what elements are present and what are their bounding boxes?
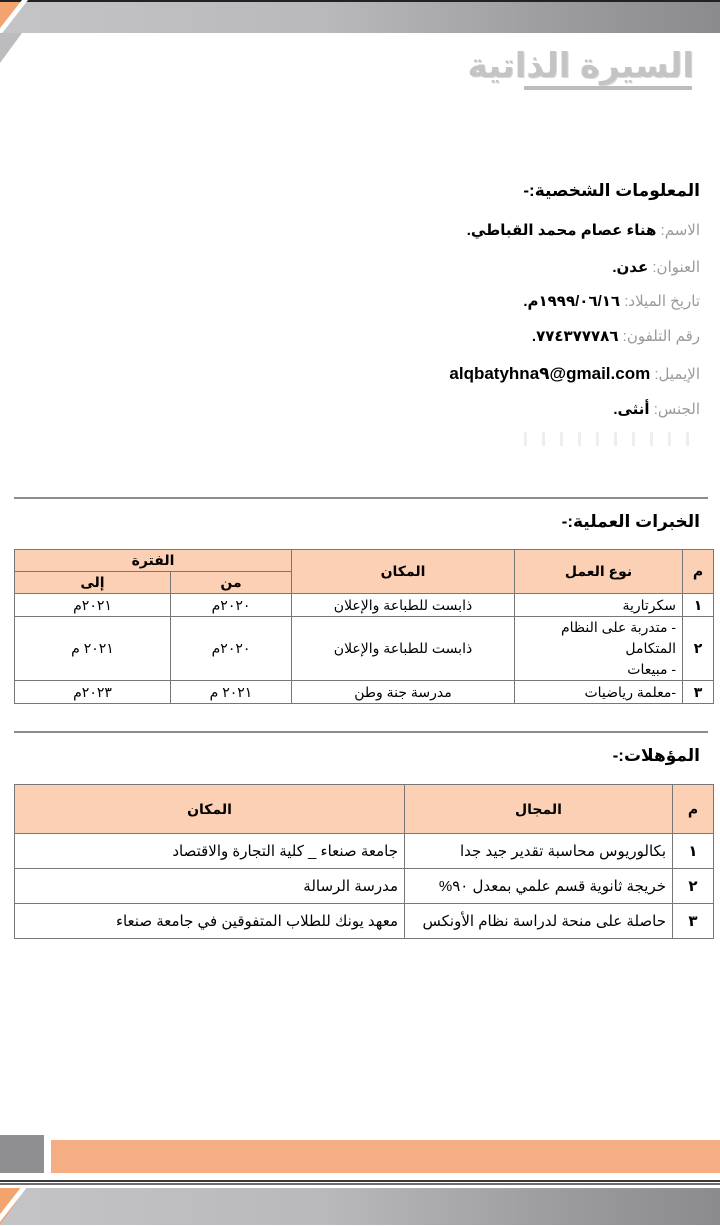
banner-side-wedge bbox=[0, 33, 22, 63]
cell-to: ٢٠٢٣م bbox=[15, 681, 171, 704]
experience-heading: الخبرات العملية:- bbox=[561, 512, 700, 531]
table-row bbox=[15, 617, 714, 681]
qualifications-heading: المؤهلات:- bbox=[612, 746, 700, 765]
cell-type: سكرتارية bbox=[515, 594, 683, 617]
cell-from: ٢٠٢٠م bbox=[171, 594, 292, 617]
info-label: الاسم: bbox=[660, 222, 700, 239]
info-birthdate bbox=[523, 292, 700, 310]
cell-type-line: المتكامل bbox=[625, 640, 676, 656]
cell-to: ٢٠٢١م bbox=[15, 594, 171, 617]
cell-type-line: - متدربة على النظام bbox=[560, 619, 676, 635]
page-title: السيرة الذاتية bbox=[467, 47, 694, 85]
cell-field: بكالوريوس محاسبة تقدير جيد جدا bbox=[405, 834, 673, 869]
cell-field: حاصلة على منحة لدراسة نظام الأونكس bbox=[405, 904, 673, 939]
cell-place: معهد يونك للطلاب المتفوقين في جامعة صنعاء bbox=[15, 904, 405, 939]
header-place: المكان bbox=[15, 785, 405, 834]
header-num: م bbox=[683, 550, 714, 594]
cell-from: ٢٠٢٠م bbox=[171, 617, 292, 681]
info-value: هناء عصام محمد القباطي. bbox=[466, 222, 657, 239]
info-address bbox=[612, 258, 700, 276]
info-value: alqbatyhna٩@gmail.com bbox=[449, 364, 651, 383]
cell-place: ذابست للطباعة والإعلان bbox=[292, 594, 515, 617]
cell-field: خريجة ثانوية قسم علمي بمعدل ٩٠% bbox=[405, 869, 673, 904]
info-label: الإيميل: bbox=[654, 366, 700, 383]
info-label: الجنس: bbox=[653, 401, 700, 418]
cell-num: ٢ bbox=[673, 869, 714, 904]
cell-num: ٣ bbox=[683, 681, 714, 704]
header-type: نوع العمل bbox=[515, 550, 683, 594]
table-header-row bbox=[15, 550, 714, 572]
header-field: المجال bbox=[405, 785, 673, 834]
cell-place: مدرسة جنة وطن bbox=[292, 681, 515, 704]
top-banner bbox=[0, 0, 720, 33]
info-value: عدن. bbox=[612, 259, 649, 276]
info-email bbox=[449, 364, 700, 384]
cell-num: ١ bbox=[683, 594, 714, 617]
header-period: الفترة bbox=[15, 550, 292, 572]
cell-place: جامعة صنعاء _ كلية التجارة والاقتصاد bbox=[15, 834, 405, 869]
personal-info-heading: المعلومات الشخصية:- bbox=[523, 181, 700, 200]
info-label: العنوان: bbox=[652, 259, 700, 276]
info-value: أنثى. bbox=[613, 401, 650, 418]
cell-num: ٢ bbox=[683, 617, 714, 681]
cell-place: ذابست للطباعة والإعلان bbox=[292, 617, 515, 681]
experience-table bbox=[14, 549, 714, 704]
cell-num: ١ bbox=[673, 834, 714, 869]
title-underline bbox=[524, 86, 692, 90]
section-divider bbox=[14, 731, 708, 733]
header-num: م bbox=[673, 785, 714, 834]
qualifications-table bbox=[14, 784, 714, 939]
cell-type: -معلمة رياضيات bbox=[515, 681, 683, 704]
table-row bbox=[15, 904, 714, 939]
cell-type-line: - مبيعات bbox=[627, 661, 676, 677]
cell-from: ٢٠٢١ م bbox=[171, 681, 292, 704]
table-row bbox=[15, 681, 714, 704]
footer-divider-lines bbox=[0, 1180, 720, 1185]
cell-num: ٣ bbox=[673, 904, 714, 939]
footer-orange-bar bbox=[51, 1140, 720, 1173]
footer-gray-block bbox=[0, 1135, 44, 1173]
table-header-row bbox=[15, 785, 714, 834]
info-gender bbox=[613, 400, 700, 418]
header-place: المكان bbox=[292, 550, 515, 594]
cell-place: مدرسة الرسالة bbox=[15, 869, 405, 904]
info-value: ٧٧٤٣٧٧٧٨٦. bbox=[531, 328, 619, 345]
cell-to: ٢٠٢١ م bbox=[15, 617, 171, 681]
table-row bbox=[15, 594, 714, 617]
bottom-banner bbox=[0, 1188, 720, 1225]
table-row bbox=[15, 834, 714, 869]
header-from: من bbox=[171, 572, 292, 594]
info-label: تاريخ الميلاد: bbox=[624, 293, 700, 310]
faded-text-artifact bbox=[518, 432, 698, 446]
info-name bbox=[467, 221, 700, 239]
header-to: إلى bbox=[15, 572, 171, 594]
cell-type bbox=[515, 617, 683, 681]
info-value: ١٩٩٩/٠٦/١٦م. bbox=[523, 293, 621, 310]
table-row bbox=[15, 869, 714, 904]
info-phone bbox=[532, 327, 700, 345]
section-divider bbox=[14, 497, 708, 499]
info-label: رقم التلفون: bbox=[622, 328, 700, 345]
